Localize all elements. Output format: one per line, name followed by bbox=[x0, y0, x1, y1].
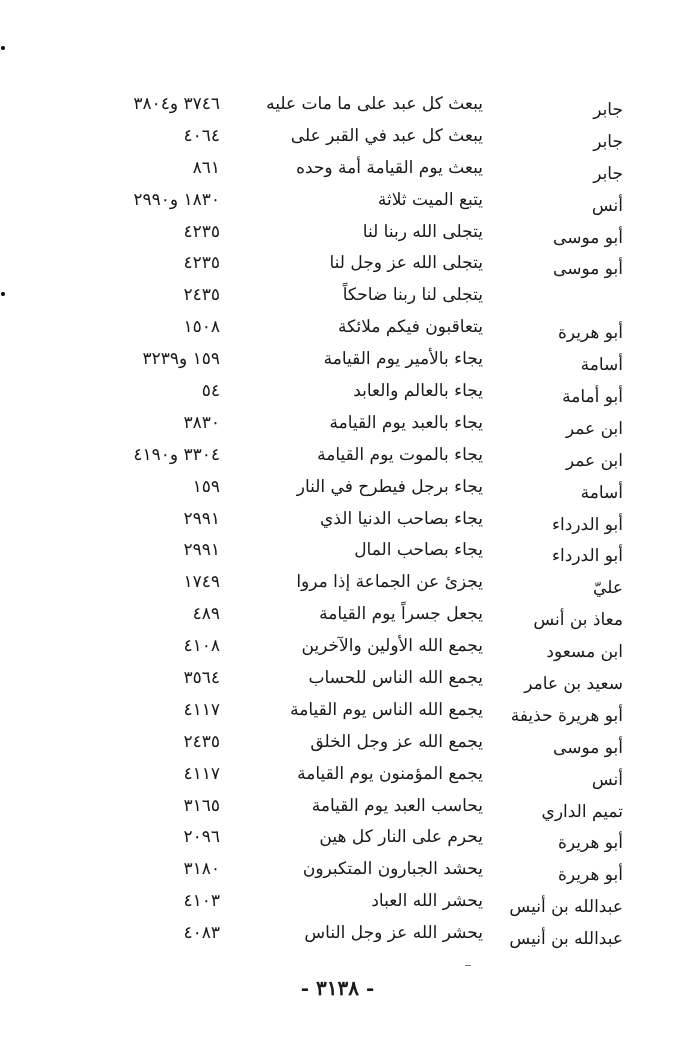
reference-numbers: ٢٤٣٥ bbox=[183, 285, 220, 306]
index-row bbox=[0, 407, 675, 439]
hadith-incipit: يجاء بالموت يوم القيامة bbox=[317, 444, 483, 465]
index-row bbox=[0, 184, 675, 216]
index-row bbox=[0, 598, 675, 630]
reference-numbers: ٣٨٣٠ bbox=[183, 412, 220, 433]
hadith-incipit: يتجلى الله عز وجل لنا bbox=[329, 253, 483, 274]
index-row bbox=[0, 247, 675, 279]
narrator-name: أبو موسى bbox=[553, 737, 623, 758]
reference-numbers: ٨٦١ bbox=[192, 157, 220, 178]
index-row bbox=[0, 375, 675, 407]
reference-numbers: ٢٩٩١ bbox=[183, 508, 220, 529]
reference-numbers: ٤٨٩ bbox=[192, 604, 220, 625]
narrator-name: تميم الداري bbox=[541, 801, 623, 822]
index-row bbox=[0, 917, 675, 949]
reference-numbers: ٥٤ bbox=[201, 381, 220, 402]
hadith-incipit: يبعث كل عبد في القبر على bbox=[290, 125, 483, 146]
reference-numbers: ٤١٠٣ bbox=[183, 891, 220, 912]
narrator-name: أسامة bbox=[580, 482, 623, 503]
narrator-name: ابن عمر bbox=[565, 418, 623, 439]
narrator-name: أبو هريرة bbox=[557, 865, 623, 886]
hadith-incipit: يجمع الله الناس للحساب bbox=[308, 668, 483, 689]
reference-numbers: ٢٤٣٥ bbox=[183, 731, 220, 752]
narrator-name: جابر bbox=[593, 131, 623, 152]
hadith-incipit: يحاسب العبد يوم القيامة bbox=[311, 795, 483, 816]
reference-numbers: ١٥٩ bbox=[192, 476, 220, 497]
index-row bbox=[0, 790, 675, 822]
index-row bbox=[0, 534, 675, 566]
reference-numbers: ١٥٩ و٣٢٣٩ bbox=[142, 349, 220, 370]
reference-numbers: ٣٥٦٤ bbox=[183, 668, 220, 689]
index-row bbox=[0, 630, 675, 662]
hadith-incipit: يجاء برجل فيطرح في النار bbox=[296, 476, 483, 497]
hadith-incipit: يتجلى الله ربنا لنا bbox=[362, 221, 483, 242]
narrator-name: أبو هريرة حذيفة bbox=[510, 705, 623, 726]
index-row bbox=[0, 885, 675, 917]
index-row bbox=[0, 471, 675, 503]
index-row bbox=[0, 503, 675, 535]
hadith-incipit: يجمع الله الأولين والآخرين bbox=[301, 636, 483, 657]
narrator-name: سعيد بن عامر bbox=[524, 674, 623, 695]
index-row bbox=[0, 216, 675, 248]
bottom-mark bbox=[465, 965, 471, 966]
narrator-name: عبدالله بن أنيس bbox=[509, 929, 623, 950]
narrator-name: أنس bbox=[591, 195, 623, 216]
reference-numbers: ٤٠٨٣ bbox=[183, 923, 220, 944]
margin-dot-top bbox=[1, 46, 5, 50]
hadith-incipit: يتبع الميت ثلاثة bbox=[377, 189, 483, 210]
hadith-incipit: يجمع المؤمنون يوم القيامة bbox=[297, 763, 483, 784]
index-row bbox=[0, 279, 675, 311]
reference-numbers: ٤١٠٨ bbox=[183, 636, 220, 657]
reference-numbers: ٣١٨٠ bbox=[183, 859, 220, 880]
index-row bbox=[0, 439, 675, 471]
index-row bbox=[0, 343, 675, 375]
hadith-incipit: يحشر الله عز وجل الناس bbox=[304, 923, 483, 944]
reference-numbers: ٢٩٩١ bbox=[183, 540, 220, 561]
index-row bbox=[0, 566, 675, 598]
index-row bbox=[0, 152, 675, 184]
reference-numbers: ٤١١٧ bbox=[183, 763, 220, 784]
narrator-name: ابن مسعود bbox=[546, 642, 623, 663]
index-row bbox=[0, 726, 675, 758]
hadith-incipit: يبعث يوم القيامة أمة وحده bbox=[296, 157, 483, 178]
narrator-name: أبو الدرداء bbox=[552, 546, 623, 567]
narrator-name: معاذ بن أنس bbox=[533, 610, 623, 631]
narrator-name: أبو أمامة bbox=[562, 387, 623, 408]
hadith-incipit: يجاء بصاحب المال bbox=[354, 540, 483, 561]
hadith-incipit: يجمع الله الناس يوم القيامة bbox=[290, 699, 483, 720]
index-row bbox=[0, 758, 675, 790]
reference-numbers: ١٨٣٠ و٢٩٩٠ bbox=[133, 189, 220, 210]
hadith-incipit: يجاء بصاحب الدنيا الذي bbox=[320, 508, 483, 529]
hadith-index-table bbox=[0, 88, 675, 949]
reference-numbers: ٣٣٠٤ و٤١٩٠ bbox=[133, 444, 220, 465]
reference-numbers: ٤٠٦٤ bbox=[183, 125, 220, 146]
hadith-incipit: يتجلى لنا ربنا ضاحكاً bbox=[342, 285, 483, 306]
reference-numbers: ٣١٦٥ bbox=[183, 795, 220, 816]
reference-numbers: ١٧٤٩ bbox=[183, 572, 220, 593]
narrator-name: ابن عمر bbox=[565, 450, 623, 471]
hadith-incipit: يجاء بالأمير يوم القيامة bbox=[323, 349, 483, 370]
index-row bbox=[0, 88, 675, 120]
reference-numbers: ٤١١٧ bbox=[183, 699, 220, 720]
hadith-incipit: يحرم على النار كل هين bbox=[319, 827, 483, 848]
reference-numbers: ٢٠٩٦ bbox=[183, 827, 220, 848]
index-row bbox=[0, 853, 675, 885]
narrator-name: عليّ bbox=[593, 578, 623, 599]
index-row bbox=[0, 120, 675, 152]
reference-numbers: ٤٢٣٥ bbox=[183, 253, 220, 274]
hadith-incipit: يتعاقبون فيكم ملائكة bbox=[337, 317, 483, 338]
narrator-name: أسامة bbox=[580, 355, 623, 376]
hadith-incipit: يجمع الله عز وجل الخلق bbox=[310, 731, 483, 752]
narrator-name: عبدالله بن أنيس bbox=[509, 897, 623, 918]
index-row bbox=[0, 821, 675, 853]
hadith-incipit: يجعل جسراً يوم القيامة bbox=[319, 604, 483, 625]
narrator-name: أبو الدرداء bbox=[552, 514, 623, 535]
hadith-incipit: يجاء بالعبد يوم القيامة bbox=[329, 412, 483, 433]
reference-numbers: ٣٧٤٦ و٣٨٠٤ bbox=[133, 94, 220, 114]
narrator-name: جابر bbox=[593, 100, 623, 120]
narrator-name: أبو موسى bbox=[553, 227, 623, 248]
narrator-name: أبو هريرة bbox=[557, 323, 623, 344]
narrator-name: أبو موسى bbox=[553, 259, 623, 280]
page-number: - ٣١٣٨ - bbox=[300, 976, 375, 1000]
hadith-incipit: يبعث كل عبد على ما مات عليه bbox=[266, 94, 483, 114]
index-row bbox=[0, 311, 675, 343]
narrator-name: جابر bbox=[593, 163, 623, 184]
index-row bbox=[0, 662, 675, 694]
narrator-name: أبو هريرة bbox=[557, 833, 623, 854]
hadith-incipit: يحشد الجبارون المتكبرون bbox=[302, 859, 483, 880]
reference-numbers: ٤٢٣٥ bbox=[183, 221, 220, 242]
index-row bbox=[0, 694, 675, 726]
hadith-incipit: يحشر الله العباد bbox=[371, 891, 483, 912]
hadith-incipit: يجاء بالعالم والعابد bbox=[353, 381, 483, 402]
hadith-incipit: يجزئ عن الجماعة إذا مروا bbox=[296, 572, 483, 593]
narrator-name: أنس bbox=[591, 769, 623, 790]
reference-numbers: ١٥٠٨ bbox=[183, 317, 220, 338]
